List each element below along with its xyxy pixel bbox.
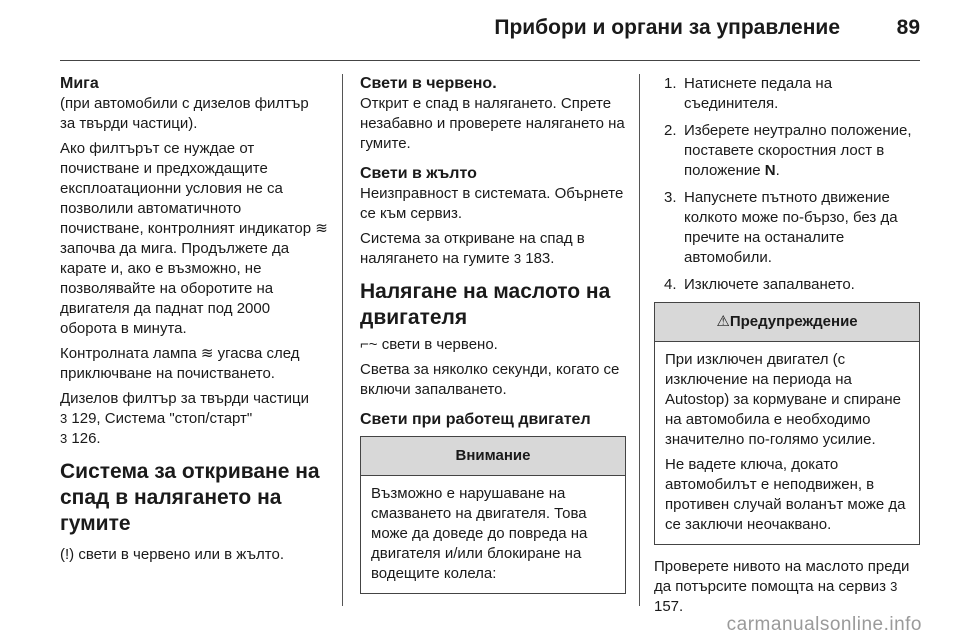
column-3	[654, 74, 920, 622]
page-ref-icon: 3	[890, 579, 898, 594]
page-ref-link[interactable]: 126.	[71, 430, 101, 447]
tire-paragraph: (!) свети в червено или в жълто.	[60, 546, 284, 563]
warning-box	[654, 302, 920, 545]
dpf-icon: ≋	[315, 220, 328, 237]
oil-section-heading: Налягане на маслото на двигателя	[360, 280, 611, 329]
reference-paragraph: Дизелов филтър за твърди частици 3 129, Система "стоп/старт" 3 126.	[60, 390, 309, 447]
page-ref-icon: 3	[60, 411, 68, 426]
warning-box-body	[655, 342, 919, 544]
page-ref-icon: 3	[60, 431, 68, 446]
red-paragraph: Открит е спад в налягането. Спрете незабавно и проверете налягането на гумите.	[360, 95, 625, 152]
system-paragraph: Система за откриване на спад в налягането на гумите 3 183.	[360, 230, 585, 267]
header-divider	[60, 60, 920, 61]
column-divider-1	[342, 74, 343, 606]
miga-subtitle: (при автомобили с дизелов филтър за твърди частици).	[60, 95, 309, 132]
column-1	[60, 74, 328, 570]
lamp-paragraph: Контролната лампа ≋ угасва след приключване на почистването.	[60, 345, 300, 382]
miga-heading: Мига	[60, 75, 99, 92]
page-title: Прибори и органи за управление	[494, 16, 840, 39]
column-2	[360, 74, 626, 594]
tire-section-heading: Система за откриване на спад в налягането на гумите	[60, 460, 320, 535]
warning-text-1: При изключен двигател (с изключение на периода на Autostop) за кормуване и спиране на автомобила е необходимо значително по-голямо усилие.	[665, 351, 901, 448]
page-ref-link[interactable]: 129, Система "стоп/старт"	[71, 410, 253, 427]
list-item: 4. Изключете запалването.	[664, 276, 855, 293]
oil-red-paragraph: ⌐~ свети в червено.	[360, 336, 498, 353]
red-heading: Свети в червено.	[360, 75, 497, 92]
warning-text-2: Не вадете ключа, докато автомобилът е неподвижен, в противен случай воланът може да се заключи неочаквано.	[665, 456, 906, 533]
final-paragraph: Проверете нивото на маслото преди да потърсите помощта на сервиз 3 157.	[654, 558, 910, 615]
tire-pressure-icon: (!)	[60, 546, 75, 563]
running-heading: Свети при работещ двигател	[360, 411, 591, 428]
list-item: 1. Натиснете педала на съединителя.	[664, 75, 833, 112]
warning-box-title: ⚠Предупреждение	[655, 303, 919, 342]
page-ref-icon: 3	[513, 251, 522, 266]
yellow-heading: Свети в жълто	[360, 165, 477, 182]
list-item: 3. Напуснете пътното движение колкото може по-бързо, без да пречите на останалите автомобили.	[664, 189, 898, 266]
dpf-icon: ≋	[200, 345, 214, 362]
page-number: 89	[896, 16, 920, 39]
list-item: 2. Изберете неутрално положение, поставете скоростния лост в положение N.	[664, 122, 912, 179]
oil-can-icon: ⌐~	[360, 336, 378, 353]
notice-box	[360, 436, 626, 594]
yellow-paragraph: Неизправност в системата. Обърнете се към сервиз.	[360, 185, 624, 222]
notice-box-body	[361, 476, 625, 593]
steps-list	[654, 74, 920, 295]
filter-paragraph: Ако филтърът се нуждае от почистване и предхождащите експлоатационни условия не са позволили автоматичното почистване, контролният индикатор ≋ започва да мига. Продължете да карате и, ако е възможно, не позволявайте на оборотите на двигателя да паднат под 2000 оборота в минута.	[60, 140, 328, 337]
notice-text: Възможно е нарушаване на смазването на двигателя. Това може да доведе до повреда на двигателя и/или блокиране на водещите колела:	[371, 485, 588, 582]
column-divider-2	[639, 74, 640, 606]
watermark-text: carmanualsonline.info	[726, 614, 922, 635]
gear-neutral-letter: N	[764, 162, 776, 179]
page-ref-link[interactable]: 157.	[654, 598, 684, 615]
warning-triangle-icon: ⚠	[716, 313, 730, 330]
oil-ignition-paragraph: Светва за няколко секунди, когато се включи запалването.	[360, 361, 620, 398]
page-ref-link[interactable]: 183.	[525, 250, 555, 267]
notice-box-title: Внимание	[361, 437, 625, 476]
page-header	[0, 0, 960, 60]
